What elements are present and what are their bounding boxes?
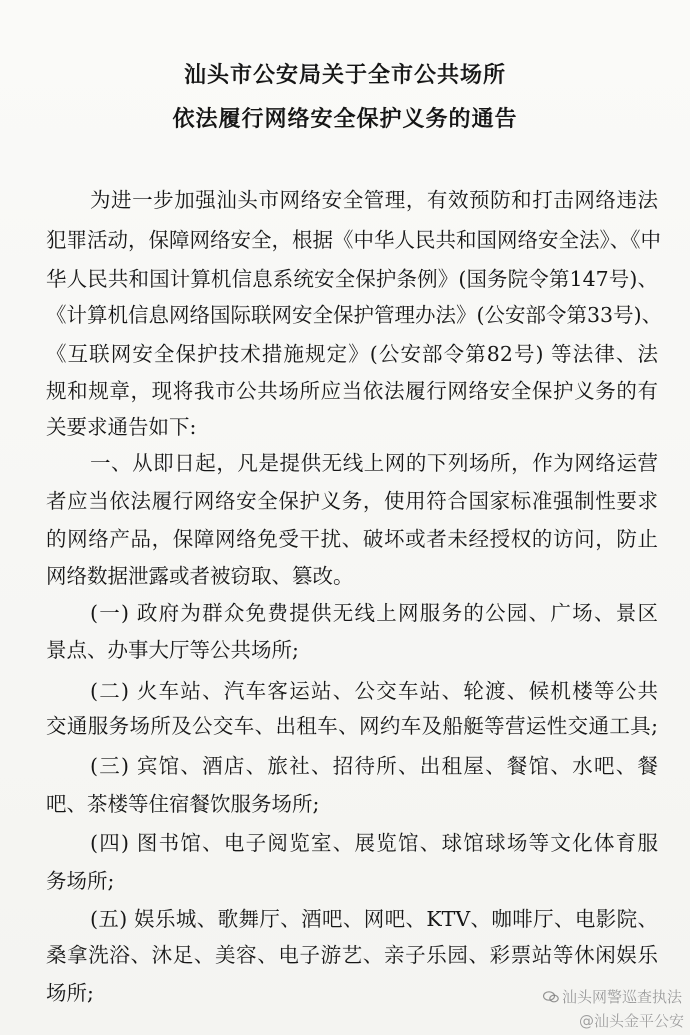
paragraph-intro-line-7: 关要求通告如下: — [46, 415, 197, 439]
item-three-line-1: (三) 宾馆、酒店、旅社、招待所、出租屋、餐馆、水吧、餐 — [90, 754, 658, 778]
wechat-icon — [543, 991, 559, 1003]
paragraph-intro-line-4: 《计算机信息网络国际联网安全保护管理办法》(公安部令第33号)、 — [46, 303, 663, 327]
item-two-line-1: (二) 火车站、汽车客运站、公交车站、轮渡、候机楼等公共 — [90, 679, 658, 703]
paragraph-intro-line-3: 华人民共和国计算机信息系统安全保护条例》(国务院令第147号)、 — [46, 267, 658, 291]
item-three-line-2: 吧、茶楼等住宿餐饮服务场所; — [46, 792, 320, 816]
paragraph-intro-line-2: 犯罪活动，保障网络安全，根据《中华人民共和国网络安全法》、《中 — [46, 228, 661, 252]
section-one-line-1: 一、从即日起，凡是提供无线上网的下列场所，作为网络运营 — [90, 451, 658, 475]
item-one-line-2: 景点、办事大厅等公共场所; — [46, 638, 299, 662]
document-title-line-1: 汕头市公安局关于全市公共场所 — [183, 63, 506, 88]
item-four-line-1: (四) 图书馆、电子阅览室、展览馆、球馆球场等文化体育服 — [90, 831, 658, 855]
item-two-line-2: 交通服务场所及公交车、出租车、网约车及船艇等营运性交通工具; — [46, 714, 658, 738]
section-one-line-2: 者应当依法履行网络安全保护义务，使用符合国家标准强制性要求 — [46, 489, 658, 513]
paragraph-intro-line-1: 为进一步加强汕头市网络安全管理，有效预防和打击网络违法 — [90, 188, 658, 212]
item-five-line-1: (五) 娱乐城、歌舞厅、酒吧、网吧、KTV、咖啡厅、电影院、 — [90, 907, 658, 931]
section-one-line-4: 网络数据泄露或者被窃取、篡改。 — [46, 564, 354, 588]
item-one-line-1: (一) 政府为群众免费提供无线上网服务的公园、广场、景区 — [90, 601, 658, 625]
paragraph-intro-line-6: 规和规章，现将我市公共场所应当依法履行网络安全保护义务的有 — [46, 379, 658, 403]
item-four-line-2: 务场所; — [46, 869, 115, 893]
wechat-watermark — [543, 986, 682, 1007]
section-one-line-3: 的网络产品，保障网络免受干扰、破坏或者未经授权的访问，防止 — [46, 527, 658, 551]
wechat-watermark-text: 汕头网警巡查执法 — [561, 988, 682, 1006]
item-five-line-2: 桑拿洗浴、沐足、美容、电子游艺、亲子乐园、彩票站等休闲娱乐 — [46, 943, 658, 967]
document-title-line-2: 依法履行网络安全保护义务的通告 — [172, 107, 518, 132]
weibo-watermark-text: @汕头金平公安 — [578, 1012, 684, 1030]
item-five-line-3: 场所; — [46, 981, 94, 1005]
paragraph-intro-line-5: 《互联网安全保护技术措施规定》(公安部令第82号) 等法律、法 — [46, 342, 658, 366]
weibo-watermark — [579, 1010, 684, 1031]
